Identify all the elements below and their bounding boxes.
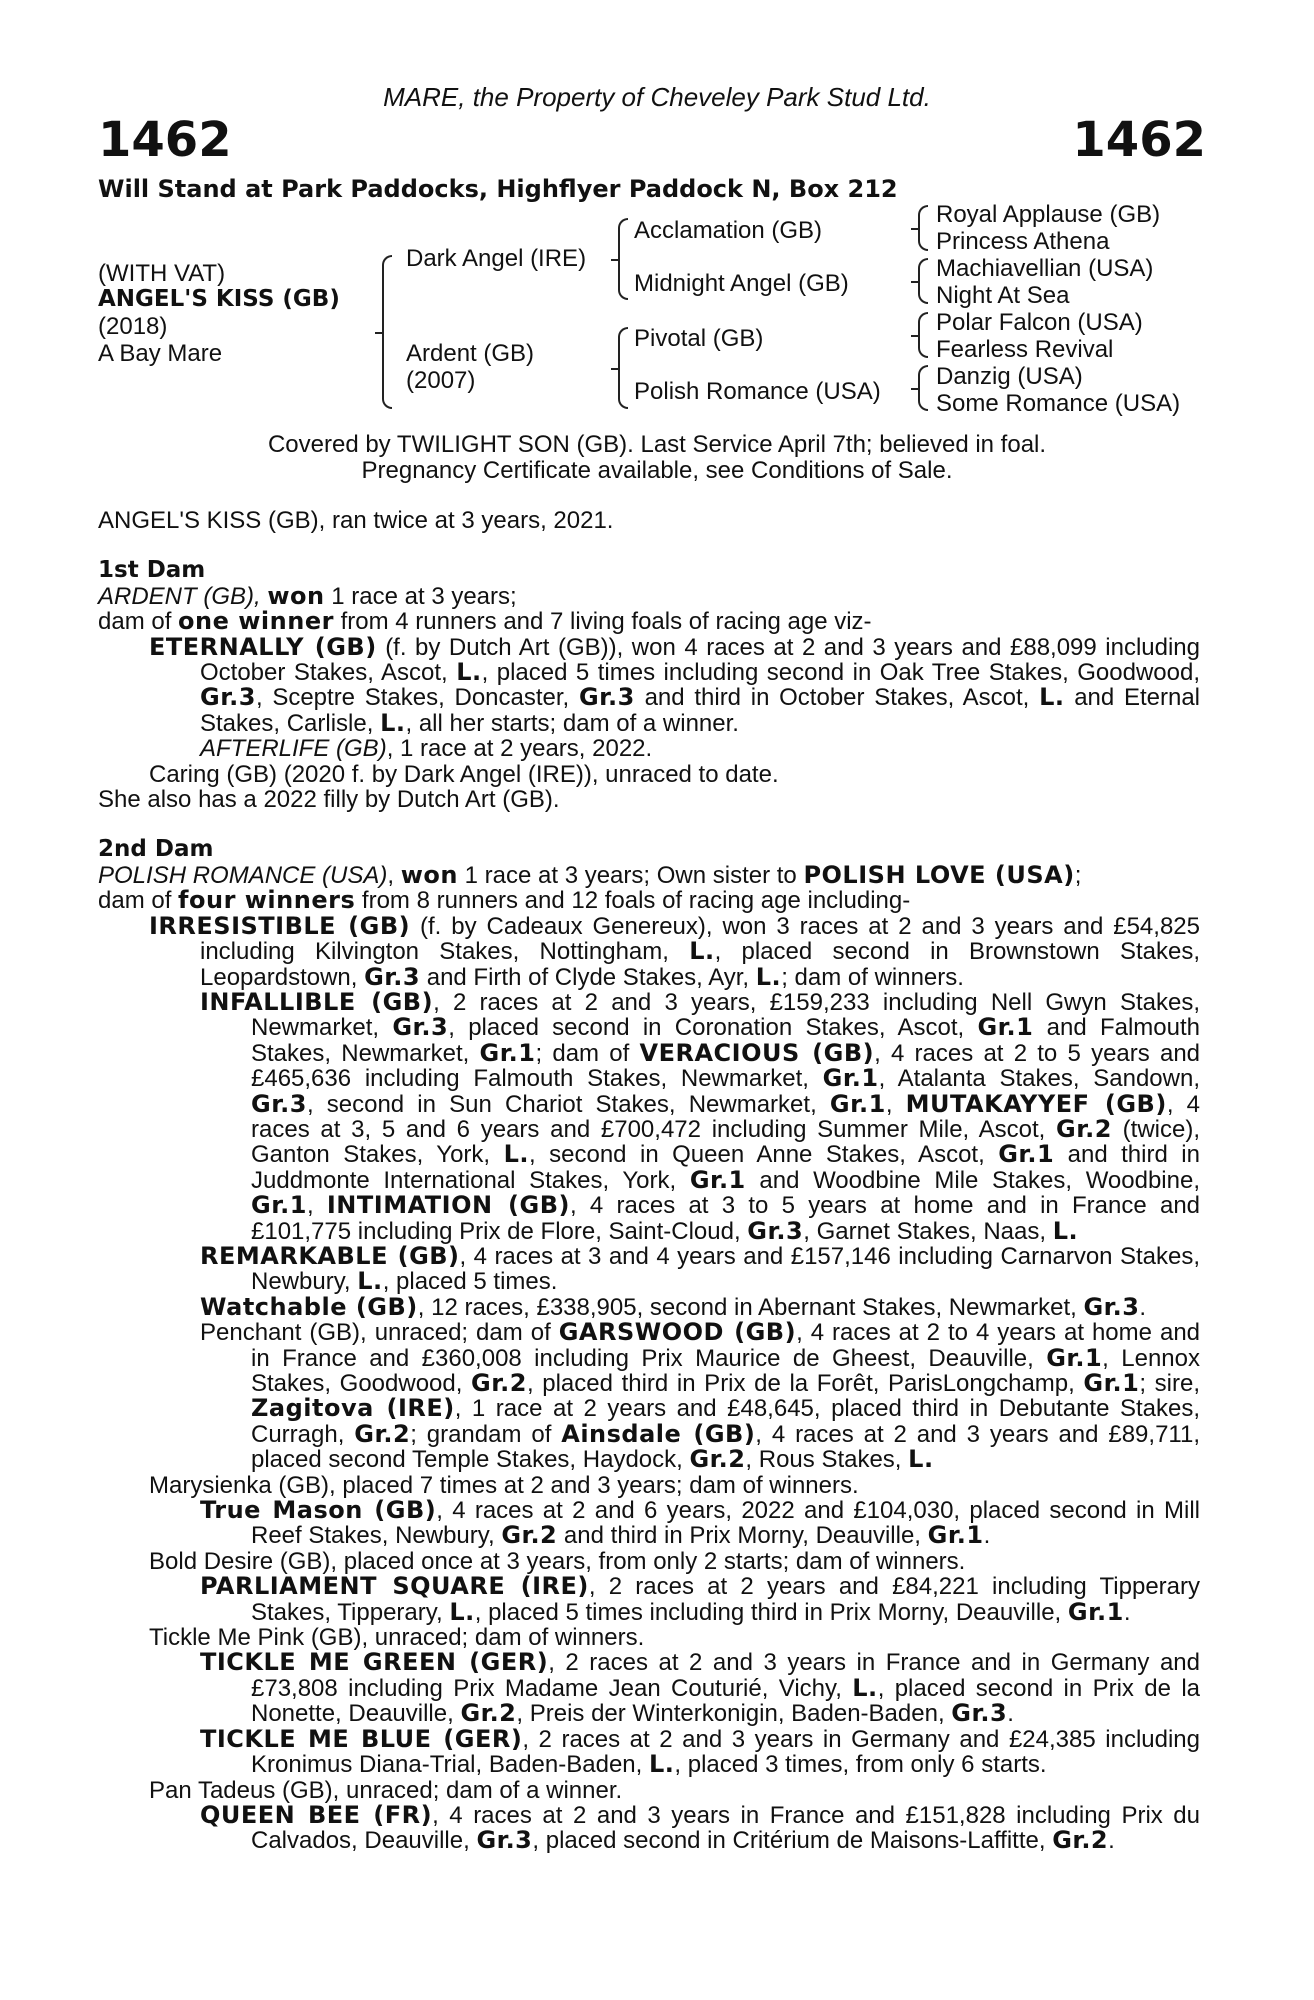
- dam-year: (2007): [406, 367, 476, 394]
- sire-dam-sire: Machiavellian (USA): [936, 255, 1154, 282]
- produce-tickle-me-blue: TICKLE ME BLUE (GER), 2 races at 2 and 3 years in Germany and £24,385 including Kronimus Diana-Trial, Baden-Baden, L., placed 3 times, from only 6 starts.: [200, 1724, 1200, 1779]
- produce-bold-desire: Bold Desire (GB), placed once at 3 years, from only 2 starts; dam of winners.: [149, 1547, 966, 1575]
- produce-marysienka: Marysienka (GB), placed 7 times at 2 and 3 years; dam of winners.: [149, 1471, 859, 1499]
- first-dam-line: ARDENT (GB), won 1 race at 3 years;: [98, 581, 517, 610]
- second-dam-heading: 2nd Dam: [98, 836, 214, 863]
- covered-line-1: Covered by TWILIGHT SON (GB). Last Service April 7th; believed in foal.: [267, 431, 1047, 458]
- produce-afterlife: AFTERLIFE (GB), 1 race at 2 years, 2022.: [200, 735, 653, 763]
- produce-pan-tadeus: Pan Tadeus (GB), unraced; dam of a winner.: [149, 1776, 623, 1804]
- sire-dam-dam: Night At Sea: [936, 282, 1070, 309]
- lot-number-right: 1462: [1072, 112, 1206, 168]
- produce-penchant: Penchant (GB), unraced; dam of GARSWOOD (GB), 4 races at 2 to 4 years at home and in France and £360,008 including Prix Maurice de Gheest, Deauville, Gr.1, Lennox Stakes, Goodwood, Gr.2, placed third in Prix de la Forêt, ParisLongchamp, Gr.1; sire, Zagitova (IRE), 1 race at 2 years and £48,645, placed third in Debutante Stakes, Curragh, Gr.2; grandam of Ainsdale (GB), 4 races at 2 and 3 years and £89,711, placed second Temple Stakes, Haydock, Gr.2, Rous Stakes, L.: [200, 1318, 1201, 1474]
- produce-true-mason: True Mason (GB), 4 races at 2 and 6 years, 2022 and £104,030, placed second in Mill Reef Stakes, Newbury, Gr.2 and third in Prix Morny, Deauville, Gr.1.: [200, 1496, 1200, 1550]
- produce-tickle-me-green: TICKLE ME GREEN (GER), 2 races at 2 and 3 years in France and in Germany and £73,808 including Prix Madame Jean Couturié, Vichy, L., placed second in Prix de la Nonette, Deauville, Gr.2, Preis der Winterkonigin, Baden-Baden, Gr.3.: [200, 1648, 1200, 1728]
- produce-irresistible: IRRESISTIBLE (GB) (f. by Cadeaux Genereux), won 3 races at 2 and 3 years and £54,825 including Kilvington Stakes, Nottingham, L., placed second in Brownstown Stakes, Leopardstown, Gr.3 and Firth of Clyde Stakes, Ayr, L.; dam of winners.: [149, 911, 1201, 991]
- intro-line: ANGEL'S KISS (GB), ran twice at 3 years, 2021.: [98, 507, 614, 534]
- brace-3b: [918, 258, 928, 304]
- brace-1: [382, 255, 392, 409]
- second-dam-produce-line: dam of four winners from 8 runners and 12 foals of racing age including-: [98, 886, 911, 915]
- produce-watchable: Watchable (GB), 12 races, £338,905, second in Abernant Stakes, Newmarket, Gr.3.: [200, 1292, 1147, 1321]
- dam-sire-sire: Polar Falcon (USA): [936, 309, 1143, 336]
- pedigree-notes: [98, 508, 1200, 1854]
- lot-description: A Bay Mare: [98, 340, 223, 367]
- dam-dam: Polish Romance (USA): [634, 378, 881, 405]
- sire-dam: Midnight Angel (GB): [634, 270, 849, 297]
- lot-number-left: 1462: [98, 112, 232, 168]
- produce-caring: Caring (GB) (2020 f. by Dark Angel (IRE)), unraced to date.: [149, 760, 779, 788]
- produce-infallible: INFALLIBLE (GB), 2 races at 2 and 3 years, £159,233 including Nell Gwyn Stakes, Newmarket, Gr.3, placed second in Coronation Stakes, Ascot, Gr.1 and Falmouth Stakes, Newmarket, Gr.1; dam of VERACIOUS (GB), 4 races at 2 to 5 years and £465,636 including Falmouth Stakes, Newmarket, Gr.1, Atalanta Stakes, Sandown, Gr.3, second in Sun Chariot Stakes, Newmarket, Gr.1, MUTAKAYYEF (GB), 4 races at 3, 5 and 6 years and £700,472 including Summer Mile, Ascot, Gr.2 (twice), Ganton Stakes, York, L., second in Queen Anne Stakes, Ascot, Gr.1 and third in Juddmonte International Stakes, York, Gr.1 and Woodbine Mile Stakes, Woodbine, Gr.1, INTIMATION (GB), 4 races at 3 to 5 years at home and in France and £101,775 including Prix de Flore, Saint-Cloud, Gr.3, Garnet Stakes, Naas, L.: [200, 987, 1201, 1245]
- first-dam-produce-line: dam of one winner from 4 runners and 7 living foals of racing age viz-: [98, 607, 872, 636]
- dam: Ardent (GB): [406, 340, 535, 367]
- lot-name: ANGEL'S KISS (GB): [98, 286, 340, 312]
- property-line: MARE, the Property of Cheveley Park Stud Ltd.: [383, 82, 931, 112]
- produce-eternally: ETERNALLY (GB) (f. by Dutch Art (GB)), won 4 races at 2 and 3 years and £88,099 including October Stakes, Ascot, L., placed 5 times including second in Oak Tree Stakes, Goodwood, Gr.3, Sceptre Stakes, Doncaster, Gr.3 and third in October Stakes, Ascot, L. and Eternal Stakes, Carlisle, L., all her starts; dam of a winner.: [149, 632, 1201, 737]
- brace-2a: [618, 218, 628, 300]
- sire-sire-sire: Royal Applause (GB): [936, 201, 1161, 228]
- sire-sire: Acclamation (GB): [634, 217, 823, 244]
- brace-3d: [918, 365, 928, 411]
- brace-2b: [618, 327, 628, 409]
- produce-remarkable: REMARKABLE (GB), 4 races at 3 and 4 years and £157,146 including Carnarvon Stakes, Newbury, L., placed 5 times.: [200, 1241, 1200, 1296]
- sire: Dark Angel (IRE): [406, 245, 587, 272]
- dam-sire: Pivotal (GB): [634, 325, 764, 352]
- dam-sire-dam: Fearless Revival: [936, 336, 1114, 363]
- sire-sire-dam: Princess Athena: [936, 228, 1110, 255]
- dam-dam-sire: Danzig (USA): [936, 363, 1083, 390]
- produce-queen-bee: QUEEN BEE (FR), 4 races at 2 and 3 years in France and £151,828 including Prix du Calvados, Deauville, Gr.3, placed second in Critérium de Maisons-Laffitte, Gr.2.: [200, 1800, 1200, 1855]
- stand-location: Will Stand at Park Paddocks, Highflyer Paddock N, Box 212: [98, 175, 898, 203]
- second-dam-line: POLISH ROMANCE (USA), won 1 race at 3 years; Own sister to POLISH LOVE (USA);: [98, 860, 1082, 889]
- produce-2022-filly: She also has a 2022 filly by Dutch Art (GB).: [98, 786, 560, 814]
- produce-tickle-me-pink: Tickle Me Pink (GB), unraced; dam of winners.: [149, 1624, 645, 1652]
- brace-3a: [918, 205, 928, 251]
- covered-line-2: Pregnancy Certificate available, see Conditions of Sale.: [361, 457, 953, 484]
- first-dam-heading: 1st Dam: [98, 557, 206, 584]
- brace-3c: [918, 312, 928, 358]
- dam-dam-dam: Some Romance (USA): [936, 390, 1181, 417]
- vat-note: (WITH VAT): [98, 260, 226, 287]
- produce-parliament-square: PARLIAMENT SQUARE (IRE), 2 races at 2 years and £84,221 including Tipperary Stakes, Tipperary, L., placed 5 times including third in Prix Morny, Deauville, Gr.1.: [200, 1572, 1200, 1626]
- lot-year: (2018): [98, 313, 168, 340]
